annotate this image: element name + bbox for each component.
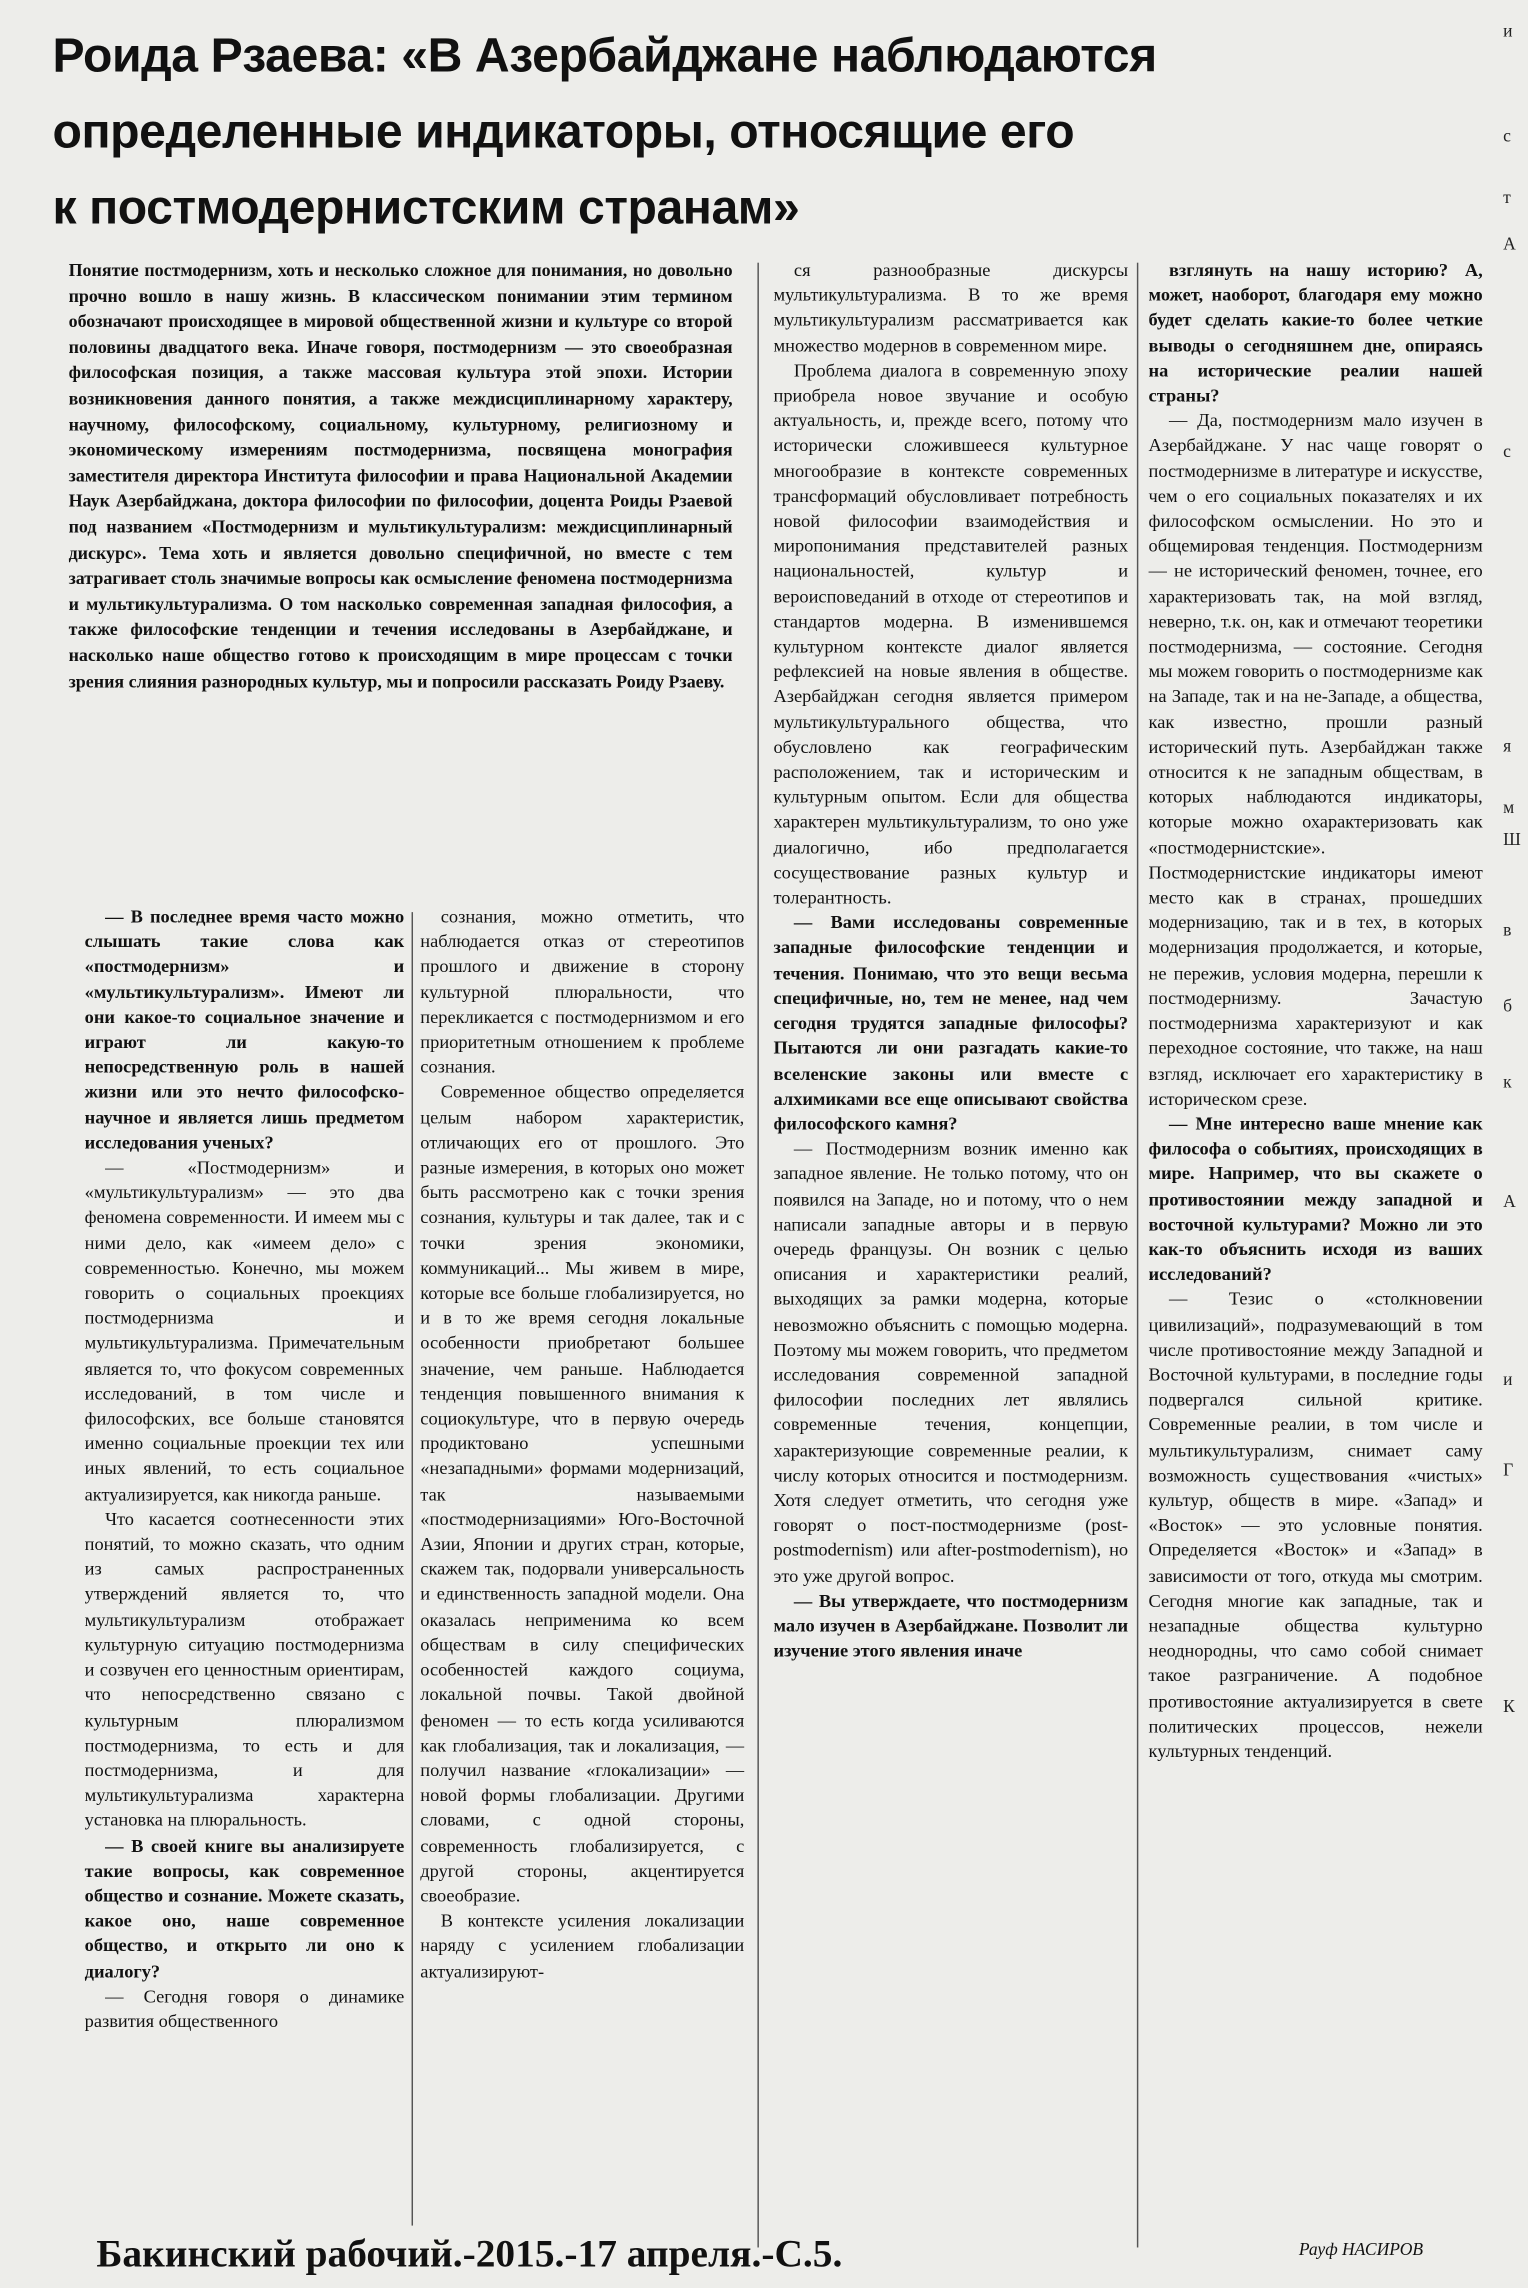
edge-letter: А bbox=[1503, 1190, 1516, 1212]
edge-letter: Ш bbox=[1503, 828, 1521, 850]
edge-letter: к bbox=[1503, 1071, 1512, 1092]
interview-question: — Вы утверждаете, что постмодернизм мало изучен в Азербайджане. Позволит ли изучение этого явления иначе bbox=[773, 1590, 1129, 1662]
edge-letter: и bbox=[1503, 1368, 1513, 1390]
column-divider bbox=[1137, 263, 1138, 2248]
headline bbox=[53, 18, 1337, 246]
author-signature: Рауф НАСИРОВ bbox=[1298, 2238, 1424, 2260]
interview-question: — Вами исследованы современные западные философские тенденции и течения. Понимаю, что это вещи весьма специфичные, но, тем не менее, над чем сегодня трудятся западные философы? Пытаются ли они разгадать какие-то вселенские законы или вместе с алхимиками все еще описывают свойства философского камня? bbox=[773, 912, 1129, 1134]
edge-letter: м bbox=[1503, 796, 1515, 818]
edge-letter: б bbox=[1503, 995, 1513, 1016]
edge-letter: А bbox=[1503, 233, 1516, 254]
interview-answer: — Тезис о «столкновении цивилизаций», подразумевающий в том числе противостояние между Западной и Восточной культурами, в последние годы подвергался сильной критике. Современные реалии, в том числе и мультикультурализм, снимает саму возможность существования «чистых» культур, обществ в мире. «Запад» и «Восток» — это условные понятия. Определяется «Восток» и «Запад» в зависимости от того, откуда мы смотрим. Сегодня многие как западные, так и незападные общества культурно неоднородны, что само собой снимает такое разграничение. А подобное противостояние актуализируется в свете политических процессов, нежели культурных тенденций. bbox=[1148, 1289, 1483, 1762]
column-3 bbox=[773, 258, 1128, 2254]
lead-paragraph: Понятие постмодернизм, хоть и несколько сложное для понимания, но довольно прочно вошло в нашу жизнь. В классическом понимании этим термином обозначают происходящее в мировой общественной жизни и культуре со второй половины двадцатого века. Иначе говоря, постмодернизм — это своеобразная философская позиция, а также массовая культура этой эпохи. Истории возникновения данного понятия, а также междисциплинарному характеру, научному, философскому, социальному, культурному, религиозному и экономическому измерениям постмодернизма, посвящена монография заместителя директора Института философии и права Национальной Академии Наук Азербайджана, доктора философии по философии, доцента Роиды Рзаевой под названием «Постмодернизм и мультикультурализм: междисциплинарный дискурс». Тема хоть и является довольно специфичной, но вместе с тем затрагивает столь значимые вопросы как осмысление феномена постмодернизма и мультикультурализма. О том насколько современная западная философия, а также философские тенденции и течения исследованы в Азербайджане, и насколько наше общество готово к происходящим в мире процессам с точки зрения слияния разнородных культур, мы и попросили рассказать Роиду Рзаеву. bbox=[68, 259, 733, 692]
edge-letter: я bbox=[1503, 735, 1512, 756]
column-divider bbox=[757, 263, 758, 2248]
interview-question: — В последнее время часто можно слышать такие слова как «постмодернизм» и «мультикультурализм». Имеют ли они какое-то социальное значение и играют ли какую-то непосредственную роль в нашей жизни или это нечто философско-научное и является лишь предметом исследования ученых? bbox=[84, 906, 405, 1153]
interview-answer: сознания, можно отметить, что наблюдается отказ от стереотипов прошлого и движение в сторону культурной плюральности, что перекликается с постмодернизмом и его приоритетным отношением к проблеме сознания. bbox=[420, 906, 745, 1078]
interview-answer: ся разнообразные дискурсы мультикультурализма. В то же время мультикультурализм рассматривается как множество модернов в современном мире. bbox=[773, 259, 1129, 356]
edge-letter: Г bbox=[1503, 1459, 1514, 1480]
edge-letter: в bbox=[1503, 919, 1512, 940]
headline-line: Роида Рзаева: «В Азербайджане наблюдаются bbox=[52, 27, 1157, 82]
edge-letter: К bbox=[1503, 1695, 1515, 1717]
interview-answer: Проблема диалога в современную эпоху приобрела новое звучание и особую актуальность, и, прежде всего, потому что исторически сложившееся культурное многообразие в контексте современных трансформаций обусловливает потребность новой философии взаимодействия и миропонимания представителей разных национальностей, культур и вероисповеданий в отходе от стереотипов и стандартов модерна. В изменившемся культурном контексте диалог является рефлексией на новые явления в обществе. Азербайджан сегодня является примером мультикультурального общества, что обусловлено как географическим расположением, так и историческим и культурным опытом. Если для общества характерен мультикультурализм, то оно уже диалогично, ибо предполагается сосуществование разных культур и толерантность. bbox=[773, 360, 1129, 908]
interview-answer: — Да, постмодернизм мало изучен в Азербайджане. У нас чаще говорят о постмодернизме в литературе и искусстве, чем о его социальных показателях и их философском осмыслении. Но это и общемировая тенденция. Постмодернизм — не исторический феномен, точнее, его характеризовать так, на мой взгляд, неверно, т.к. он, как и отмечают теоретики постмодернизма, — состояние. Сегодня мы можем говорить о постмодернизме как на Западе, так и на не-Западе, а общества, как известно, прошли разный исторический путь. Азербайджан также относится к не западным обществам, в которых наблюдаются индикаторы, которые можно охарактеризовать как «постмодернистские». Постмодернистские индикаторы имеют место как в странах, прошедших модернизацию, так и в тех, в которых модернизация продолжается, и которые, не пережив, условия модерна, перешли к постмодернизму. Зачастую постмодернизма характеризуют и как переходное состояние, что также, на наш взгляд, исключает его характеристику в историческом срезе. bbox=[1148, 410, 1483, 1109]
edge-letter: и bbox=[1503, 20, 1513, 41]
interview-question: — Мне интересно ваше мнение как философа о событиях, происходящих в мире. Например, что вы скажете о противостоянии между западной и восточной культурами? Можно ли это как-то объяснить исходя из ваших исследований? bbox=[1148, 1113, 1483, 1285]
interview-answer: — Сегодня говоря о динамике развития общественного bbox=[84, 1985, 405, 2032]
interview-answer: Что касается соотнесенности этих понятий, то можно сказать, что одним из самых распространенных утверждений является то, что мультикультурализм отображает культурную ситуацию постмодернизма и созвучен его ценностным ориентирам, что непосредственно связано с культурным плюрализмом постмодернизма, то есть и для постмодернизма, и для мультикультурализма характерна установка на плюральность. bbox=[84, 1508, 405, 1831]
interview-answer: В контексте усиления локализации наряду с усилением глобализации актуализируют- bbox=[420, 1910, 745, 1982]
headline-line: определенные индикаторы, относящие его bbox=[52, 103, 1075, 158]
column-1 bbox=[85, 905, 405, 2255]
interview-question: — В своей книге вы анализируете такие вопросы, как современное общество и сознание. Можете сказать, какое оно, наше современное общество, и открыто ли оно к диалогу? bbox=[84, 1835, 405, 1982]
edge-letter: т bbox=[1503, 186, 1511, 208]
interview-answer: — «Постмодернизм» и «мультикультурализм» — это два феномена современности. И имеем мы с ними дело, как «имеем дело» с современностью. Конечно, мы можем говорить о социальных проекциях постмодернизма и мультикультурализма. Примечательным является то, что фокусом современных исследований, в том числе и философских, все больше становятся именно социальные проекции тех или иных явлений, то есть социальное актуализируется, как никогда раньше. bbox=[84, 1157, 405, 1505]
edge-letter: с bbox=[1503, 125, 1511, 146]
headline-line: к постмодернистским странам» bbox=[52, 179, 800, 234]
edge-letter: с bbox=[1503, 440, 1511, 462]
column-4 bbox=[1149, 258, 1483, 2257]
column-divider bbox=[412, 912, 413, 2225]
interview-answer: — Постмодернизм возник именно как западное явление. Не только потому, что он появился на Западе, но и потому, что о нем написали западные авторы и в первую очередь французы. Он возник с целью описания и характеристики реалий, выходящих за рамки модерна, которые невозможно объяснить с помощью модерна. Поэтому мы можем говорить, что предметом исследования современной западной философии последних лет являлись современные течения, концепции, характеризующие современные реалии, к числу которых относится и постмодернизм. Хотя следует отметить, что сегодня уже говорят о пост-постмодернизме (post-postmodernism) или after-postmodernism), но это уже другой вопрос. bbox=[773, 1138, 1129, 1586]
adjacent-column-edge bbox=[1503, 0, 1528, 2288]
column-2 bbox=[420, 905, 744, 2255]
source-citation: Бакинский рабочий.-2015.-17 апреля.-С.5. bbox=[96, 2231, 843, 2276]
interview-question: взглянуть на нашу историю? А, может, наоборот, благодаря ему можно будет сделать какие-то более четкие выводы о сегодняшнем дне, опираясь на исторические реалии нашей страны? bbox=[1148, 259, 1483, 406]
interview-answer: Современное общество определяется целым набором характеристик, отличающих его от прошлого. Это разные измерения, в которых оно может быть рассмотрено как с точки зрения сознания, культуры и так далее, так и с точки зрения экономики, коммуникаций... Мы живем в мире, которые все больше глобализируется, но и в то же время сегодня локальные особенности приобретают большее значение, чем раньше. Наблюдается тенденция повышенного внимания к социокультуре, что в первую очередь продиктовано успешными «незападными» формами модернизаций, так называемыми «постмодернизациями» Юго-Восточной Азии, Японии и других стран, которые, скажем так, подорвали универсальность и единственность западной модели. Она оказалась неприменима ко всем обществам в силу специфических особенностей каждого социума, локальной почвы. Такой двойной феномен — то есть когда усиливаются как глобализация, так и локализация, — получил название «глокализации» — новой формы глобализации. Другими словами, с одной стороны, современность глобализируется, с другой стороны, акцентируется своеобразие. bbox=[420, 1082, 745, 1906]
